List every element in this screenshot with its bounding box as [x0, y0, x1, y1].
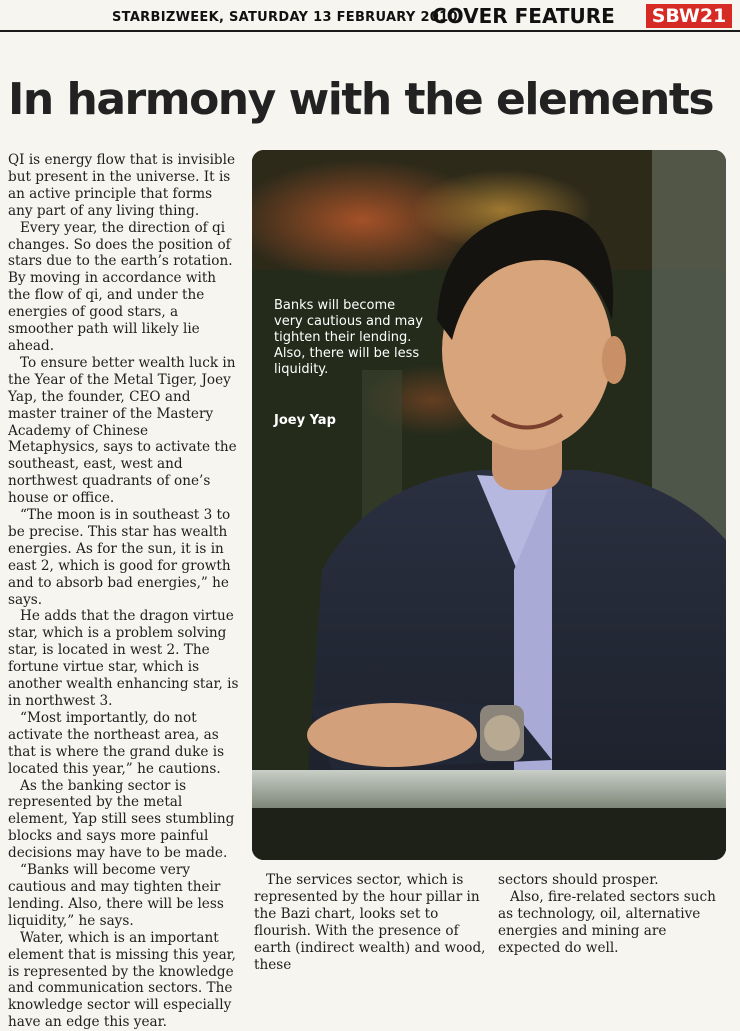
pull-quote: Banks will become very cautious and may tighten their lending. Also, there will be less liquidity.: [274, 298, 423, 377]
page-number-badge: SBW21: [646, 4, 732, 28]
headline: In harmony with the elements: [8, 74, 714, 125]
paragraph: “The moon is in southeast 3 to be precise. This star has wealth energies. As for the sun, it is in east 2, which is good for growth and to absorb bad energies,” he says.: [8, 507, 231, 608]
section-title: COVER FEATURE: [432, 4, 615, 28]
paragraph: “Banks will become very cautious and may tighten their lending. Also, there will be less liquidity,” he says.: [8, 862, 224, 929]
paragraph: sectors should prosper.: [498, 872, 659, 888]
page-header: [0, 0, 740, 34]
portrait-photo: [252, 150, 726, 860]
portrait-illustration: [252, 150, 726, 860]
masthead: STARBIZWEEK, SATURDAY 13 FEBRUARY 2010: [112, 10, 458, 25]
paragraph: QI is energy flow that is invisible but present in the universe. It is an active principle that forms any part of any living thing.: [8, 152, 236, 219]
paragraph: To ensure better wealth luck in the Year of the Metal Tiger, Joey Yap, the founder, CEO and master trainer of the Mastery Academy of Chinese Metaphysics, says to activate the southeast, east, west and northwest quadrants of one’s house or office.: [8, 354, 237, 507]
paragraph: “Most importantly, do not activate the northeast area, as that is where the grand duke is located this year,” he cautions.: [8, 709, 225, 777]
paragraph: As the banking sector is represented by the metal element, Yap still sees stumbling blocks and says more painful decisions may have to be made.: [8, 777, 235, 862]
paragraph: Also, fire-related sectors such as technology, oil, alternative energies and mining are expected do well.: [498, 888, 716, 956]
paragraph: Every year, the direction of qi changes. So does the position of stars due to the earth’s rotation. By moving in accordance with the flow of qi, and under the energies of good stars, a smoother path will likely lie ahead.: [8, 219, 233, 354]
paragraph: He adds that the dragon virtue star, which is a problem solving star, is located in west 2. The fortune virtue star, which is another wealth enhancing star, is in northwest 3.: [8, 608, 239, 709]
article-column-middle: [254, 872, 486, 973]
pull-quote-attribution: Joey Yap: [274, 413, 336, 428]
header-rule: [0, 30, 740, 32]
article-column-left: [8, 152, 240, 1031]
article-column-right: [498, 872, 726, 957]
paragraph: Water, which is an important element that is missing this year, is represented by the knowledge and communication sectors. The knowledge sector will especially have an edge this year.: [8, 929, 236, 1031]
paragraph: The services sector, which is represented by the hour pillar in the Bazi chart, looks set to flourish. With the presence of earth (indirect wealth) and wood, these: [254, 872, 486, 973]
